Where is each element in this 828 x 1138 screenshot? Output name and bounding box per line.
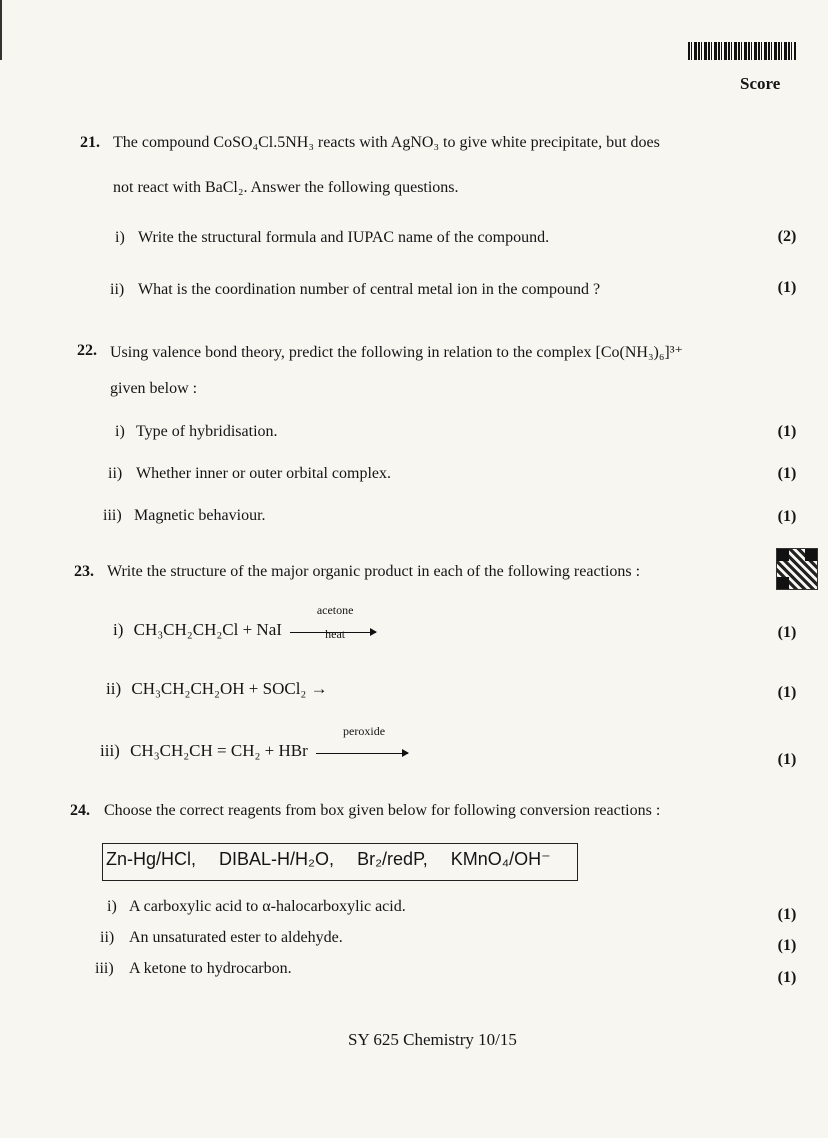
q24-item-label: iii) xyxy=(95,960,114,977)
q24-item-label: i) xyxy=(107,898,117,915)
q24-item-label: ii) xyxy=(100,929,115,946)
page-edge xyxy=(0,0,2,60)
reaction-reactants: CH₃CH₂CH = CH₂ + HBr xyxy=(130,741,308,760)
q21-stem-line1: The compound CoSO₄Cl.5NH₃ reacts with AgNO₃ to give white precipitate, but does xyxy=(113,134,660,151)
reaction-1 xyxy=(113,603,380,642)
q23-stem: Write the structure of the major organic product in each of the following reactions : xyxy=(107,563,641,580)
q21-item-text: Write the structural formula and IUPAC name of the compound. xyxy=(138,229,550,246)
marks: (1) xyxy=(777,937,797,954)
page-footer: SY 625 Chemistry 10/15 xyxy=(348,1030,517,1049)
reagent: DIBAL-H/H₂O, xyxy=(219,849,335,869)
q24-item-text: A ketone to hydrocarbon. xyxy=(129,960,292,977)
reagent-list xyxy=(106,849,569,870)
marks: (1) xyxy=(777,624,797,641)
q21-item-text: What is the coordination number of central metal ion in the compound ? xyxy=(138,281,601,298)
q22-item-text: Magnetic behaviour. xyxy=(134,507,266,524)
qr-code xyxy=(776,548,818,590)
marks: (1) xyxy=(777,423,797,440)
marks: (1) xyxy=(777,906,797,923)
arrow-condition-above: peroxide xyxy=(343,724,386,739)
q21-stem-line2: not react with BaCl₂. Answer the following questions. xyxy=(113,179,459,196)
marks: (1) xyxy=(777,684,797,701)
marks: (1) xyxy=(777,279,797,296)
reagent: KMnO₄/OH⁻ xyxy=(450,849,551,869)
question-number-21: 21. xyxy=(80,134,100,151)
q22-item-label: iii) xyxy=(103,507,122,524)
question-number-23: 23. xyxy=(74,563,94,580)
reaction-label: i) xyxy=(113,620,124,639)
reaction-2 xyxy=(106,679,328,699)
q22-stem-line1: Using valence bond theory, predict the following in relation to the complex [Co(NH₃)₆]³⁺ xyxy=(110,344,683,361)
arrow-icon xyxy=(316,753,408,754)
q24-stem: Choose the correct reagents from box given below for following conversion reactions : xyxy=(104,802,661,819)
q24-item-text: An unsaturated ester to aldehyde. xyxy=(129,929,343,946)
reaction-3 xyxy=(100,724,412,762)
q22-item-label: ii) xyxy=(108,465,123,482)
question-number-22: 22. xyxy=(77,342,97,359)
marks: (1) xyxy=(777,508,797,525)
reaction-arrow xyxy=(290,603,380,642)
reaction-label: ii) xyxy=(106,679,122,698)
marks: (1) xyxy=(777,969,797,986)
q22-item-text: Type of hybridisation. xyxy=(136,423,278,440)
q22-item-text: Whether inner or outer orbital complex. xyxy=(136,465,392,482)
reagent: Zn-Hg/HCl, xyxy=(106,849,197,869)
q21-item-label: i) xyxy=(115,229,125,246)
question-number-24: 24. xyxy=(70,802,90,819)
reaction-reactants: CH₃CH₂CH₂OH + SOCl₂ → xyxy=(131,679,328,698)
reagent: Br₂/redP, xyxy=(357,849,428,869)
arrow-condition-below: heat xyxy=(325,627,346,642)
marks: (1) xyxy=(777,751,797,768)
marks: (2) xyxy=(777,228,797,245)
arrow-condition-above: acetone xyxy=(316,603,354,618)
q22-stem-line2: given below : xyxy=(110,380,198,397)
reaction-label: iii) xyxy=(100,741,120,760)
q22-item-label: i) xyxy=(115,423,125,440)
reaction-arrow xyxy=(316,724,412,762)
score-label: Score xyxy=(740,74,781,93)
marks: (1) xyxy=(777,465,797,482)
q21-item-label: ii) xyxy=(110,281,125,298)
q24-item-text: A carboxylic acid to α-halocarboxylic acid. xyxy=(129,898,406,915)
barcode xyxy=(688,42,796,60)
reaction-reactants: CH₃CH₂CH₂Cl + NaI xyxy=(133,620,282,639)
